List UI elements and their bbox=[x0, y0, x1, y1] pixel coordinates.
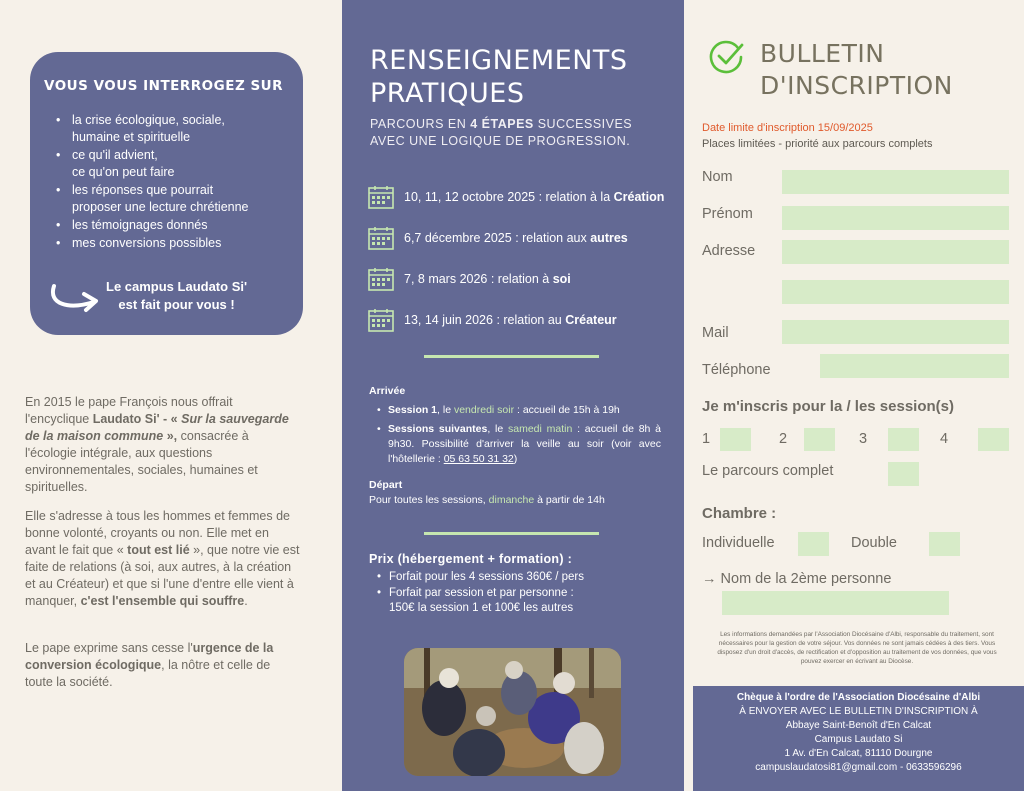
nom-label: Nom bbox=[702, 169, 733, 185]
cheque-line: Abbaye Saint-Benoît d'En Calcat bbox=[785, 720, 932, 731]
contact-line: campuslaudatosi81@gmail.com - 0633596296 bbox=[755, 762, 962, 773]
sessions-title: Je m'inscris pour la / les session(s) bbox=[702, 398, 955, 415]
cheque-line: À ENVOYER AVEC LE BULLETIN D'INSCRIPTION À bbox=[739, 706, 978, 717]
arrival-item: • Session 1, le vendredi soir : accueil de 15h à 19h bbox=[377, 403, 661, 418]
session-3-checkbox[interactable] bbox=[888, 428, 919, 451]
session-4-checkbox[interactable] bbox=[978, 428, 1009, 451]
second-person-field[interactable] bbox=[722, 591, 949, 615]
check-circle-icon bbox=[708, 38, 746, 76]
session-3-label: 3 bbox=[859, 431, 868, 447]
parcours-checkbox[interactable] bbox=[888, 462, 919, 486]
adresse-label: Adresse bbox=[702, 243, 756, 259]
question-item: • ce qu'il advient, ce qu'on peut faire bbox=[56, 147, 285, 181]
calendar-icon bbox=[368, 267, 394, 291]
price-item: • Forfait pour les 4 sessions 360€ / pers bbox=[377, 570, 661, 585]
parcours-label: Le parcours complet bbox=[702, 463, 834, 479]
telephone-field[interactable] bbox=[820, 354, 1009, 378]
double-checkbox[interactable] bbox=[929, 532, 960, 556]
departure-title: Départ bbox=[369, 479, 403, 491]
prenom-label: Prénom bbox=[702, 206, 753, 222]
form-title: BULLETIN D'INSCRIPTION bbox=[760, 39, 953, 100]
second-person-label: → Nom de la 2ème personne bbox=[702, 571, 892, 587]
curved-arrow-icon bbox=[46, 276, 104, 316]
step-item: 10, 11, 12 octobre 2025 : relation à la Création bbox=[368, 176, 684, 217]
context-paragraph: Elle s'adresse à tous les hommes et femmes de bonne volonté, croyants ou non. Elle met en avant le fait que « tout est lié », que notre vie est faite de relations (à soi, aux autres, à la création et au Créateur) et que si l'une d'entre elle vient à manquer, c'est l'ensemble qui souffre. bbox=[25, 509, 300, 608]
campus-callout bbox=[46, 276, 296, 316]
chambre-title: Chambre : bbox=[702, 505, 777, 522]
cheque-box bbox=[693, 686, 1024, 791]
question-item: • mes conversions possibles bbox=[56, 235, 285, 252]
departure-block bbox=[369, 478, 661, 508]
session-1-label: 1 bbox=[702, 431, 711, 447]
registration-panel bbox=[684, 0, 1024, 791]
departure-text: Pour toutes les sessions, dimanche à partir de 14h bbox=[369, 494, 605, 506]
steps-list bbox=[368, 176, 684, 340]
session-1-checkbox[interactable] bbox=[720, 428, 751, 451]
intro-paragraph: En 2015 le pape François nous offrait l'encyclique Laudato Si' - « Sur la sauvegarde de la maison commune », consacrée à l'écologie intégrale, aux questions environnementales, sociales, humaines et spirituelles. bbox=[25, 395, 289, 494]
question-item: • la crise écologique, sociale, humaine et spirituelle bbox=[56, 112, 285, 146]
cheque-line: 1 Av. d'En Calcat, 81110 Dourgne bbox=[784, 748, 933, 759]
question-box-title: VOUS VOUS INTERROGEZ SUR bbox=[44, 78, 284, 94]
question-item: • les réponses que pourrait proposer une lecture chrétienne bbox=[56, 182, 285, 216]
price-item: • Forfait par session et par personne : 150€ la session 1 et 100€ les autres bbox=[377, 586, 661, 616]
privacy-notice: Les informations demandées par l'Association Diocésaine d'Albi, responsable du traitement, sont nécessaires pour la gestion de votre séjour. Vos données ne sont jamais cédées à des tiers. Vous disposez d'un droit d'accès, de rectification et d'opposition au traitement de vos données, que vous pouvez exercer en écrivant au Diocèse. bbox=[717, 631, 997, 665]
form-header bbox=[708, 38, 953, 102]
individuelle-label: Individuelle bbox=[702, 535, 775, 551]
mail-label: Mail bbox=[702, 325, 729, 341]
places-notice: Places limitées - priorité aux parcours complets bbox=[702, 138, 933, 150]
arrival-block bbox=[369, 384, 661, 471]
group-photo bbox=[404, 648, 621, 776]
telephone-label: Téléphone bbox=[702, 362, 771, 378]
step-item: 7, 8 mars 2026 : relation à soi bbox=[368, 258, 684, 299]
individuelle-checkbox[interactable] bbox=[798, 532, 829, 556]
question-box bbox=[30, 52, 303, 335]
deadline-text: Date limite d'inscription 15/09/2025 bbox=[702, 122, 873, 134]
price-title: Prix (hébergement + formation) : bbox=[369, 552, 573, 566]
info-subtitle: PARCOURS EN 4 ÉTAPES SUCCESSIVES AVEC UNE LOGIQUE DE PROGRESSION. bbox=[370, 117, 633, 148]
calendar-icon bbox=[368, 308, 394, 332]
session-4-label: 4 bbox=[940, 431, 949, 447]
question-item: • les témoignages donnés bbox=[56, 217, 285, 234]
question-list bbox=[44, 112, 285, 252]
arrival-item: • Sessions suivantes, le samedi matin : accueil de 8h à 9h30. Possibilité d'arriver la veille au soir (voir avec l'hôtellerie : 05 63 50 31 32) bbox=[377, 422, 661, 467]
info-panel bbox=[342, 0, 684, 791]
info-title: RENSEIGNEMENTS PRATIQUES bbox=[370, 45, 628, 109]
calendar-icon bbox=[368, 185, 394, 209]
calendar-icon bbox=[368, 226, 394, 250]
nom-field[interactable] bbox=[782, 170, 1009, 194]
step-item: 13, 14 juin 2026 : relation au Créateur bbox=[368, 299, 684, 340]
left-panel bbox=[0, 0, 342, 791]
mail-field[interactable] bbox=[782, 320, 1009, 344]
price-block bbox=[369, 552, 661, 617]
cheque-line: Chèque à l'ordre de l'Association Diocésaine d'Albi bbox=[736, 692, 981, 703]
urgency-paragraph: Le pape exprime sans cesse l'urgence de la conversion écologique, la nôtre et celle de toute la société. bbox=[25, 641, 274, 689]
adresse-field-line2[interactable] bbox=[782, 280, 1009, 304]
step-item: 6,7 décembre 2025 : relation aux autres bbox=[368, 217, 684, 258]
hotellerie-phone-link[interactable]: 05 63 50 31 32 bbox=[443, 453, 514, 465]
arrival-title: Arrivée bbox=[369, 385, 406, 397]
double-label: Double bbox=[851, 535, 897, 551]
cheque-line: Campus Laudato Si bbox=[814, 734, 903, 745]
divider bbox=[424, 532, 599, 535]
session-2-label: 2 bbox=[779, 431, 788, 447]
campus-text: Le campus Laudato Si' est fait pour vous ! bbox=[106, 279, 248, 312]
session-2-checkbox[interactable] bbox=[804, 428, 835, 451]
divider bbox=[424, 355, 599, 358]
prenom-field[interactable] bbox=[782, 206, 1009, 230]
adresse-field[interactable] bbox=[782, 240, 1009, 264]
